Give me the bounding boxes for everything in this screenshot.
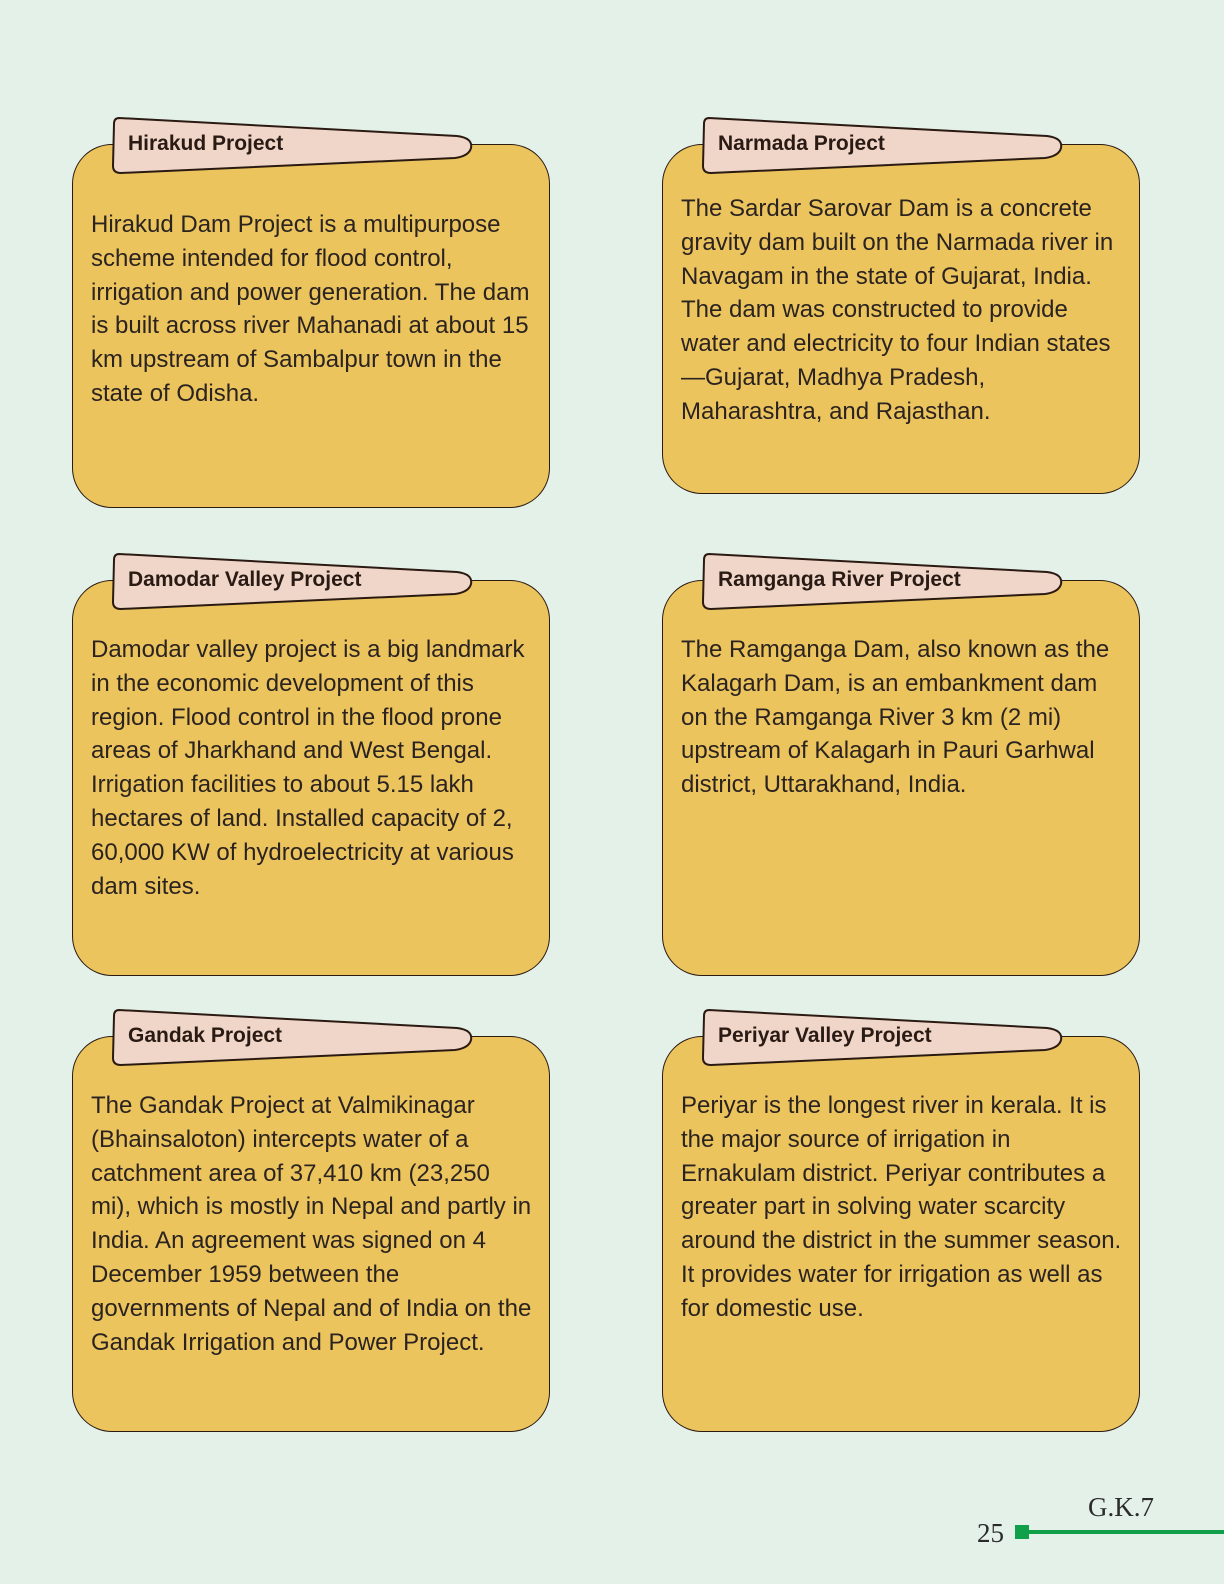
card-title: Hirakud Project [128, 132, 284, 155]
card-gandak [72, 1024, 550, 1432]
card-title: Ramganga River Project [718, 568, 961, 591]
card-title: Gandak Project [128, 1024, 283, 1047]
card-body: The Ramganga Dam, also known as the Kalagarh Dam, is an embankment dam on the Ramganga River 3 km (2 mi) upstream of Kalagarh in Pauri Garhwal district, Uttarakhand, India. [681, 636, 1110, 799]
card-body: The Sardar Sarovar Dam is a concrete gravity dam built on the Narmada river in Navagam in the state of Gujarat, India. The dam was constructed to provide water and electricity to four Indian states—Gujarat, Madhya Pradesh, Maharashtra, and Rajasthan. [681, 195, 1114, 425]
card-body: Damodar valley project is a big landmark in the economic development of this region. Flood control in the flood prone areas of Jharkhand and West Bengal. Irrigation facilities to about 5.15 lakh hectares of land. Installed capacity of 2, 60,000 KW of hydroelectricity at various dam sites. [91, 636, 525, 900]
title-tab [111, 116, 473, 174]
card-body: Hirakud Dam Project is a multipurpose scheme intended for flood control, irrigation and power generation. The dam is built across river Mahanadi at about 15 km upstream of Sambalpur town in the state of Odisha. [91, 211, 530, 407]
title-tab [111, 1008, 473, 1066]
card-title: Damodar Valley Project [128, 568, 362, 591]
card-hirakud [72, 132, 550, 508]
book-title: G.K.7 [1088, 1492, 1154, 1522]
card-body: Periyar is the longest river in kerala. It is the major source of irrigation in Ernakulam district. Periyar contributes a greater part in solving water scarcity around the district in the summer season. It provides water for irrigation as well as for domestic use. [681, 1092, 1122, 1322]
title-tab [701, 116, 1063, 174]
card-periyar [662, 1024, 1140, 1432]
card-ramganga [662, 568, 1140, 976]
card-title: Narmada Project [718, 132, 885, 155]
title-tab [701, 1008, 1063, 1066]
card-damodar [72, 568, 550, 976]
footer-rule [1027, 1530, 1224, 1534]
page-number: 25 [977, 1518, 1004, 1548]
card-title: Periyar Valley Project [718, 1024, 932, 1047]
title-tab [701, 552, 1063, 610]
card-narmada [662, 132, 1140, 494]
card-body: The Gandak Project at Valmikinagar (Bhainsaloton) intercepts water of a catchment area of 37,410 km (23,250 mi), which is mostly in Nepal and partly in India. An agreement was signed on 4 December 1959 between the governments of Nepal and of India on the Gandak Irrigation and Power Project. [91, 1092, 532, 1356]
title-tab [111, 552, 473, 610]
